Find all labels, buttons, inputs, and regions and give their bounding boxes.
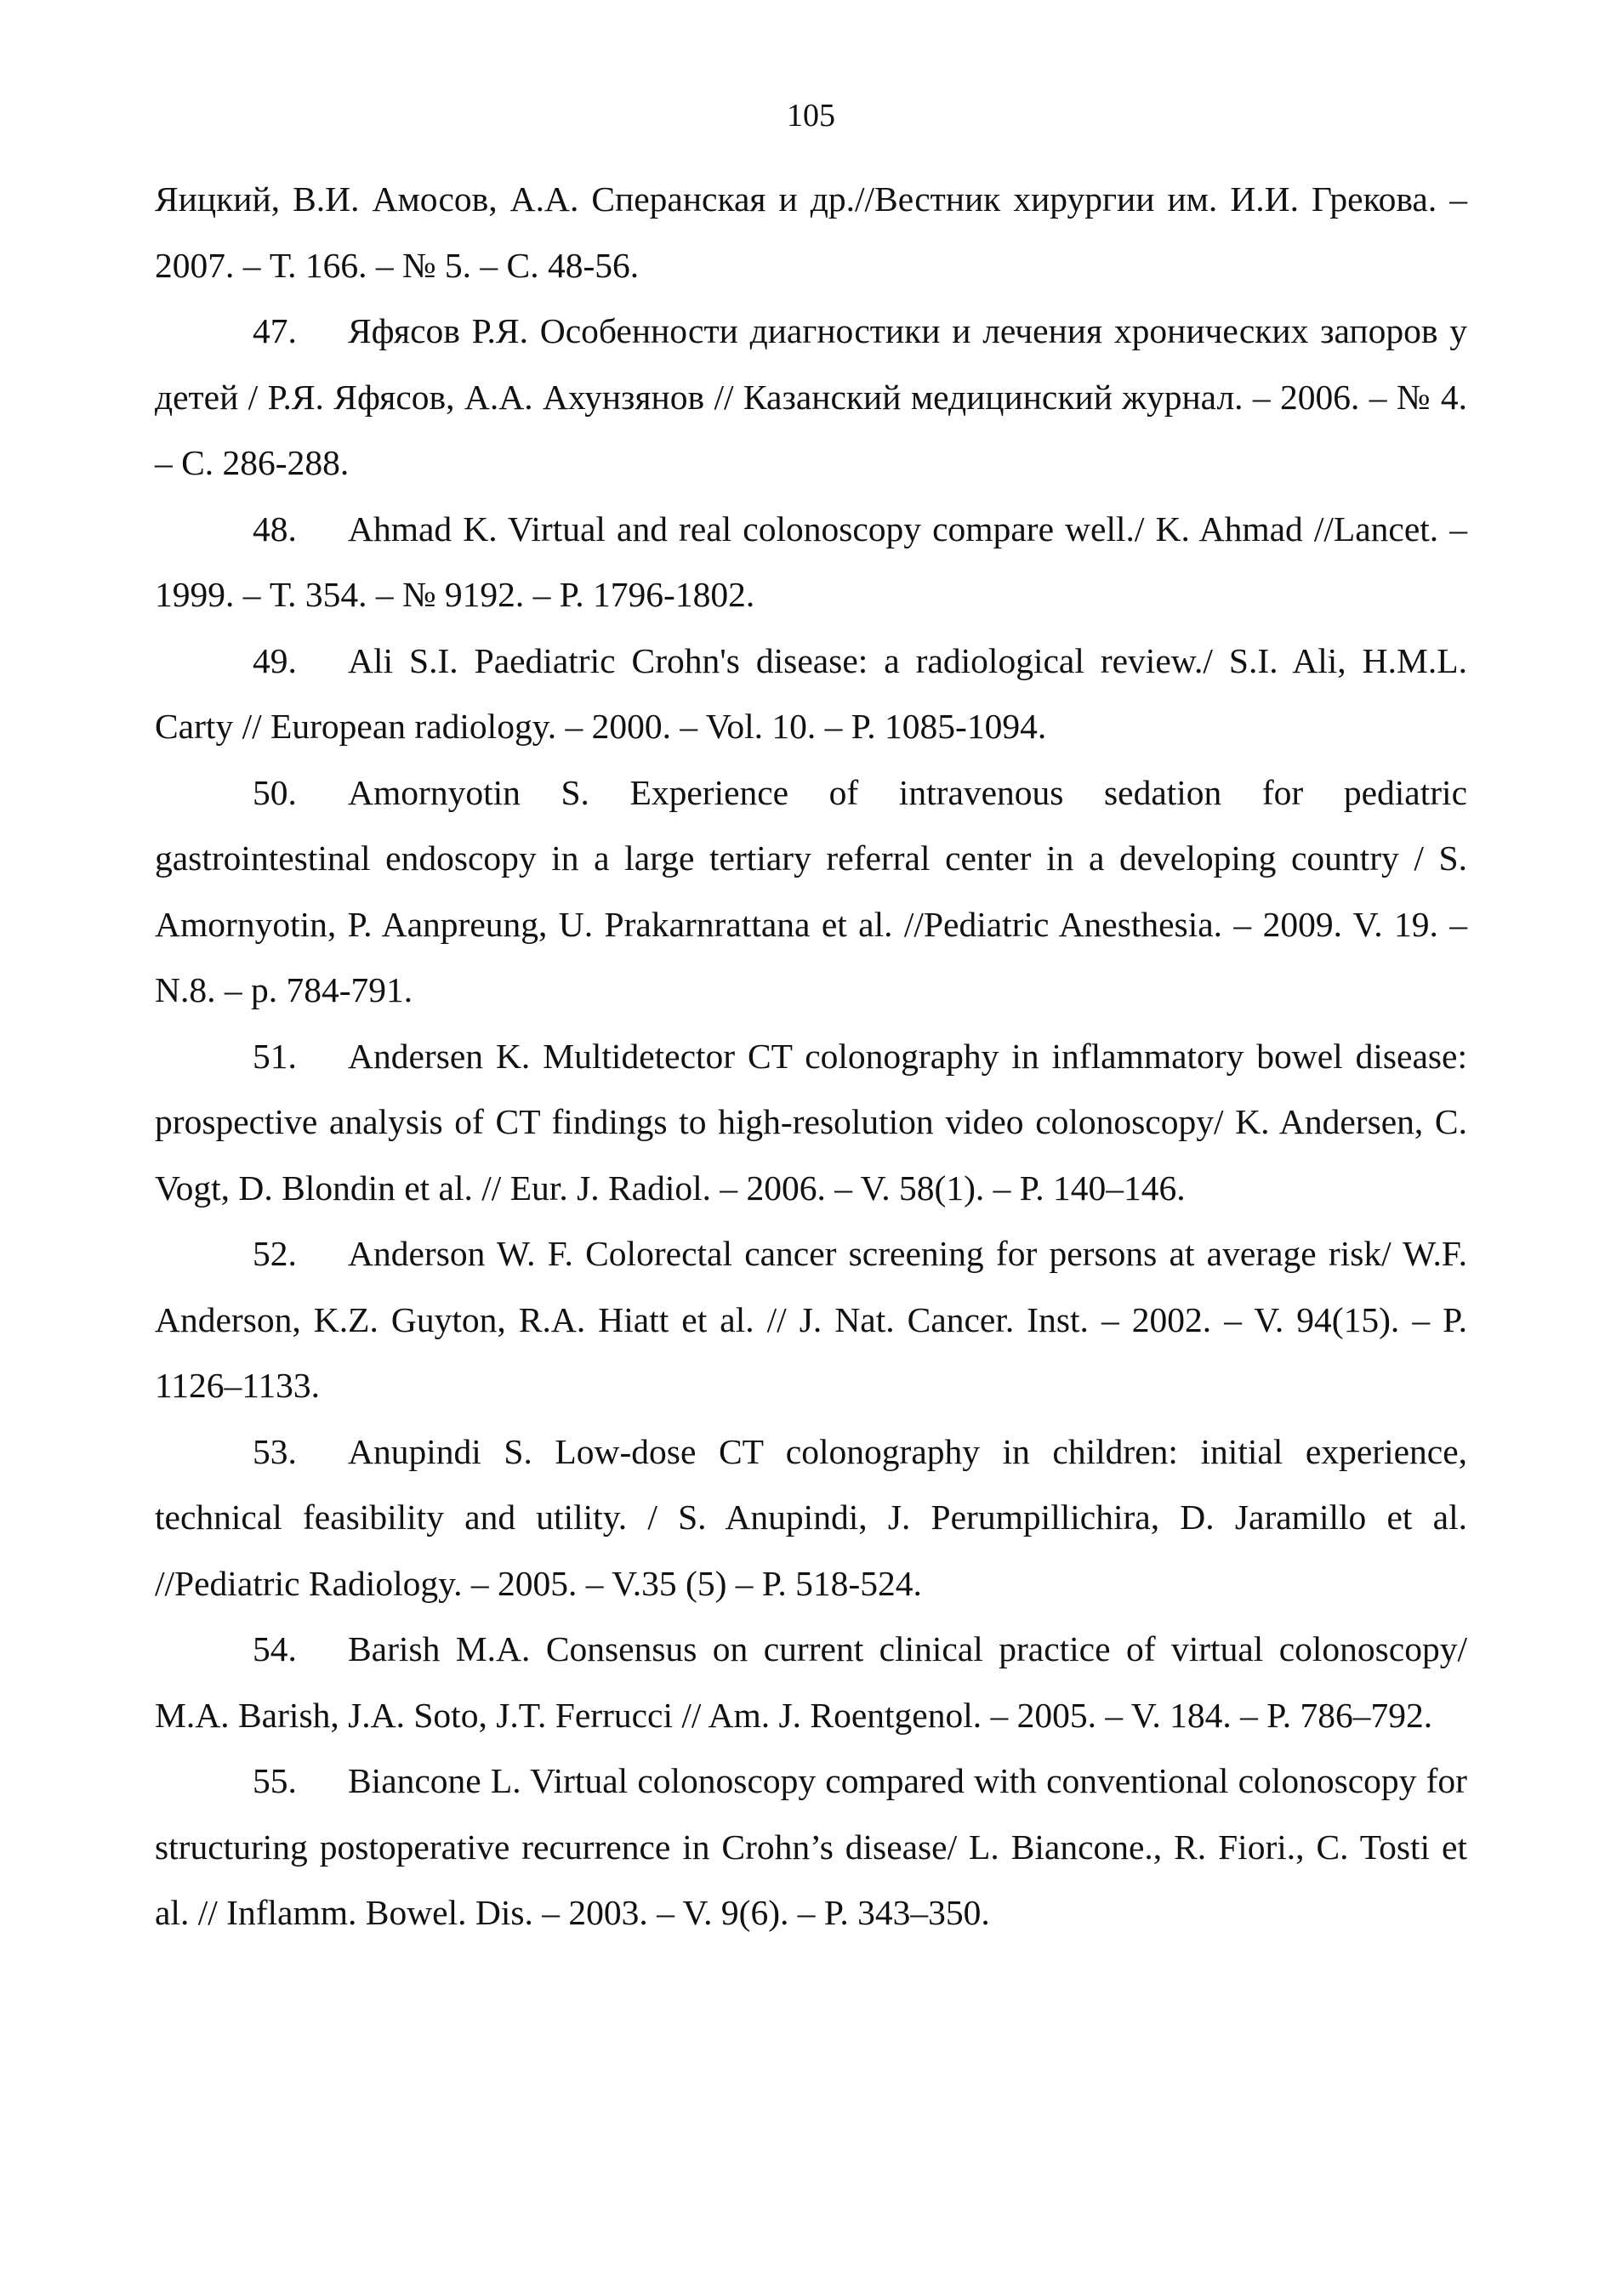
reference-text: Ali S.I. Paediatric Crohn's disease: a radiological review./ S.I. Ali, H.M.L. Carty // European radiology. – 2000. – Vol. 10. – P. 1085-1094. xyxy=(155,640,1467,746)
reference-number: 51. xyxy=(253,1036,297,1076)
reference-entry-53 xyxy=(155,1419,1467,1617)
reference-entry-47 xyxy=(155,298,1467,497)
reference-entry-49 xyxy=(155,628,1467,760)
page-number: 105 xyxy=(787,98,835,134)
reference-number: 52. xyxy=(253,1234,297,1273)
reference-list xyxy=(155,167,1467,1946)
reference-text: Anderson W. F. Colorectal cancer screening for persons at average risk/ W.F. Anderson, K.Z. Guyton, R.A. Hiatt et al. // J. Nat. Cancer. Inst. – 2002. – V. 94(15). – P. 1126–1133. xyxy=(155,1234,1467,1405)
reference-text: Anupindi S. Low-dose CT colonography in children: initial experience, technical feasibility and utility. / S. Anupindi, J. Perumpillichira, D. Jaramillo et al. //Pediatric Radiology. – 2005. – V.35 (5) – P. 518-524. xyxy=(155,1431,1467,1603)
reference-entry-54 xyxy=(155,1617,1467,1748)
reference-entry-51 xyxy=(155,1024,1467,1222)
reference-text: Amornyotin S. Experience of intravenous sedation for pediatric gastrointestinal endoscopy in a large tertiary referral center in a developing country / S. Amornyotin, P. Aanpreung, U. Prakarnrattana et al. //Pediatric Anesthesia. – 2009. V. 19. – N.8. – p. 784-791. xyxy=(155,772,1467,1009)
reference-entry-52 xyxy=(155,1221,1467,1419)
reference-number: 53. xyxy=(253,1431,297,1471)
reference-entry-55 xyxy=(155,1748,1467,1946)
reference-text: Andersen K. Multidetector CT colonography in inflammatory bowel disease: prospective analysis of CT findings to high-resolution video colonoscopy/ K. Andersen, C. Vogt, D. Blondin et al. // Eur. J. Radiol. – 2006. – V. 58(1). – P. 140–146. xyxy=(155,1036,1467,1208)
reference-entry-50 xyxy=(155,760,1467,1024)
reference-entry-continued xyxy=(155,167,1467,298)
reference-number: 49. xyxy=(253,640,297,680)
reference-number: 55. xyxy=(253,1761,297,1800)
reference-entry-48 xyxy=(155,497,1467,628)
reference-text: Яфясов Р.Я. Особенности диагностики и лечения хронических запоров у детей / Р.Я. Яфясов, А.А. Ахунзянов // Казанский медицинский журнал. – 2006. – № 4. – С. 286-288. xyxy=(155,311,1467,482)
reference-number: 50. xyxy=(253,772,297,812)
reference-text: Biancone L. Virtual colonoscopy compared with conventional colonoscopy for structuring postoperative recurrence in Crohn’s disease/ L. Biancone., R. Fiori., C. Tosti et al. // Inflamm. Bowel. Dis. – 2003. – V. 9(6). – P. 343–350. xyxy=(155,1761,1467,1932)
reference-number: 48. xyxy=(253,509,297,548)
reference-text: Яицкий, В.И. Амосов, А.А. Сперанская и др.//Вестник хирургии им. И.И. Грекова. – 2007. – Т. 166. – № 5. – С. 48-56. xyxy=(155,179,1467,285)
reference-number: 54. xyxy=(253,1629,297,1668)
reference-text: Ahmad K. Virtual and real colonoscopy compare well./ K. Ahmad //Lancet. – 1999. – Т. 354. – № 9192. – P. 1796-1802. xyxy=(155,509,1467,614)
reference-number: 47. xyxy=(253,311,297,350)
reference-text: Barish M.A. Consensus on current clinical practice of virtual colonoscopy/ M.A. Barish, J.A. Soto, J.T. Ferrucci // Am. J. Roentgenol. – 2005. – V. 184. – P. 786–792. xyxy=(155,1629,1467,1735)
